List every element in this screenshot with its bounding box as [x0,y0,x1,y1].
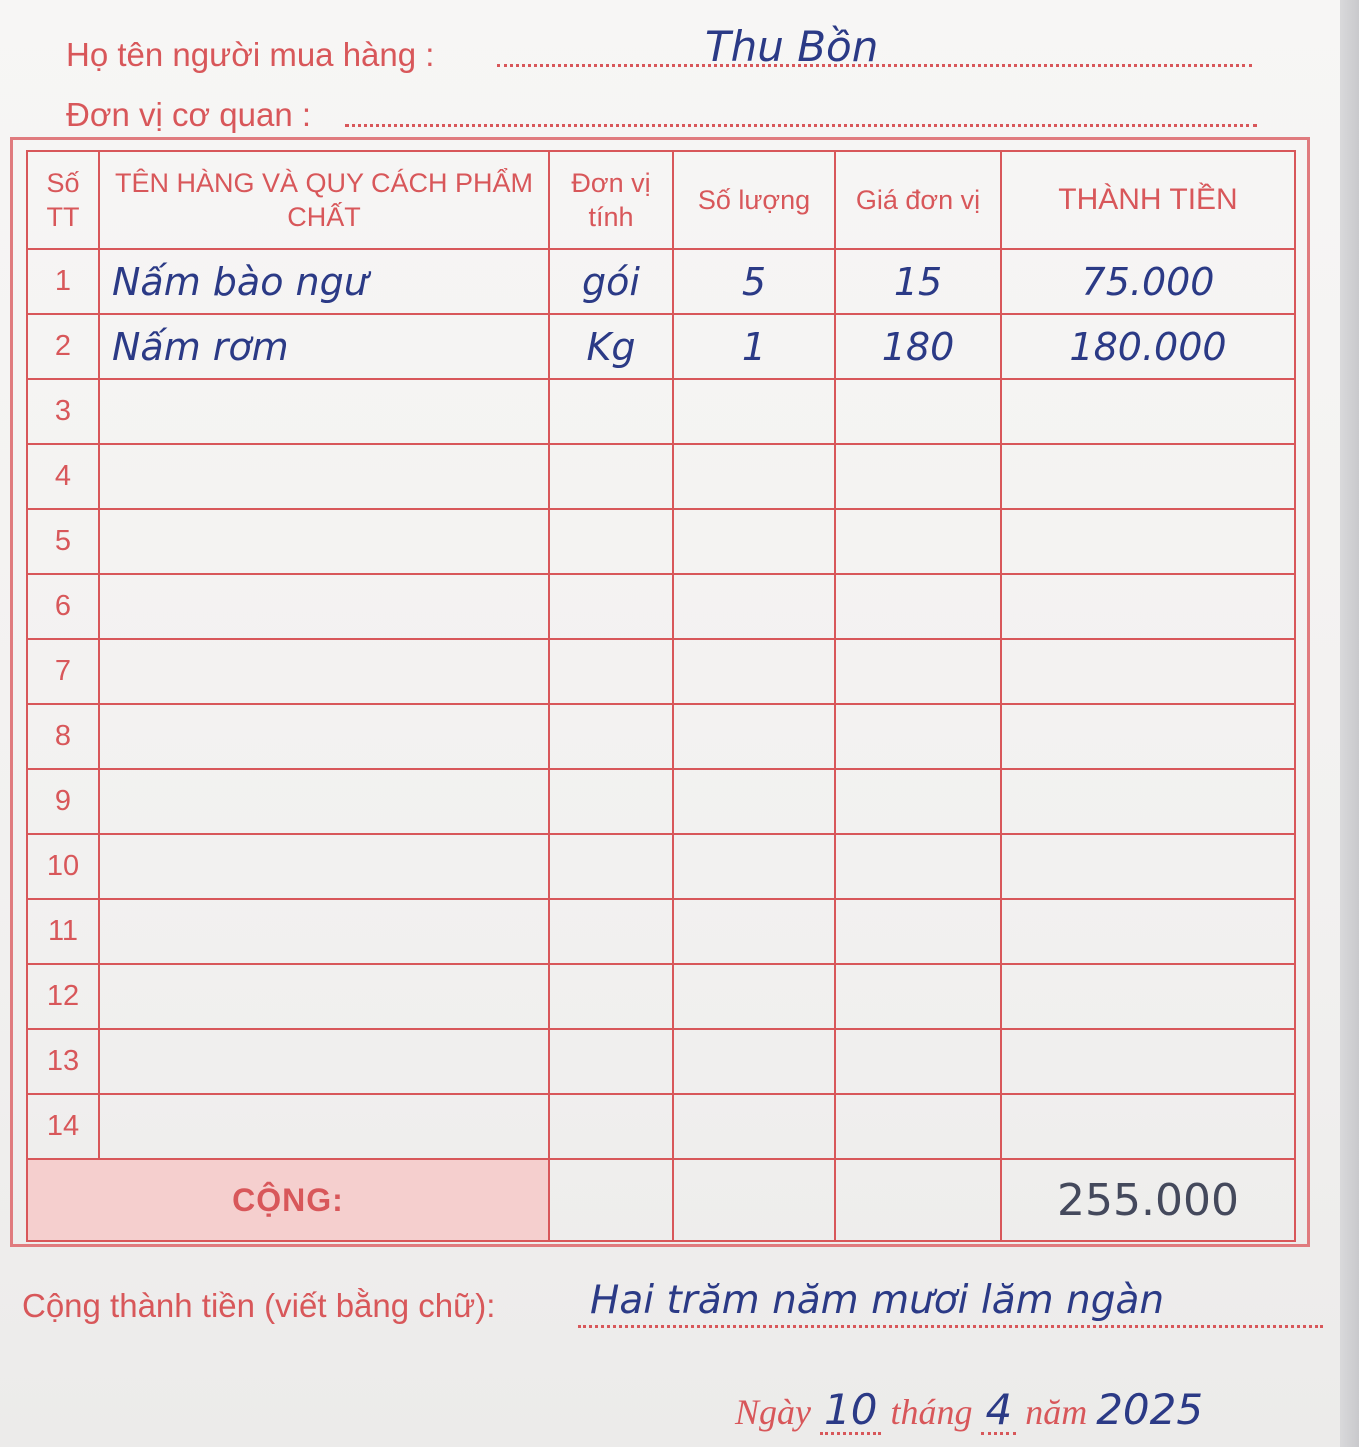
item-price [835,964,1001,1029]
item-qty [673,1029,835,1094]
item-amount [1001,899,1295,964]
paper-edge [1340,0,1359,1447]
item-unit: gói [549,249,673,314]
item-name [99,834,549,899]
item-price: 180 [835,314,1001,379]
words-dotted-line [578,1325,1323,1328]
goods-table [26,150,1296,1242]
month-value: 4 [985,1385,1013,1434]
row-number: 1 [27,249,99,314]
item-amount [1001,1094,1295,1159]
item-amount [1001,639,1295,704]
item-price [835,379,1001,444]
item-name [99,1029,549,1094]
item-price [835,1094,1001,1159]
item-name [99,1094,549,1159]
item-qty [673,639,835,704]
table-row [27,769,1295,834]
row-number: 7 [27,639,99,704]
table-row [27,249,1295,314]
item-name: Nấm bào ngư [99,249,549,314]
item-amount [1001,379,1295,444]
item-price [835,834,1001,899]
item-unit [549,639,673,704]
item-qty: 1 [673,314,835,379]
col-header-amount: THÀNH TIỀN [1001,151,1295,249]
row-number: 8 [27,704,99,769]
item-unit [549,509,673,574]
table-row [27,379,1295,444]
item-unit [549,769,673,834]
item-unit [549,834,673,899]
col-header-qty: Số lượng [673,151,835,249]
item-unit [549,379,673,444]
words-label: Cộng thành tiền (viết bằng chữ): [22,1287,496,1324]
item-price [835,1029,1001,1094]
item-unit [549,899,673,964]
item-price [835,639,1001,704]
row-number: 9 [27,769,99,834]
item-qty [673,509,835,574]
table-row [27,639,1295,704]
item-amount [1001,444,1295,509]
item-name [99,574,549,639]
item-amount [1001,769,1295,834]
item-qty [673,379,835,444]
col-header-unit: Đơn vị tính [549,151,673,249]
item-unit [549,574,673,639]
row-number: 10 [27,834,99,899]
unit-dotted-line [345,124,1257,127]
month-label: tháng [890,1392,973,1432]
item-qty [673,574,835,639]
item-qty: 5 [673,249,835,314]
table-row [27,964,1295,1029]
item-qty [673,769,835,834]
total-unit-cell [549,1159,673,1241]
item-price: 15 [835,249,1001,314]
item-qty [673,444,835,509]
item-qty [673,899,835,964]
item-price [835,574,1001,639]
total-label: CỘNG: [27,1159,549,1241]
item-amount [1001,834,1295,899]
date-line [735,1385,1203,1434]
item-name: Nấm rơm [99,314,549,379]
item-qty [673,964,835,1029]
row-number: 14 [27,1094,99,1159]
total-value: 255.000 [1001,1159,1295,1241]
total-price-cell [835,1159,1001,1241]
item-qty [673,1094,835,1159]
item-name [99,639,549,704]
item-amount [1001,964,1295,1029]
item-amount [1001,574,1295,639]
item-name [99,509,549,574]
item-amount: 75.000 [1001,249,1295,314]
item-unit [549,1094,673,1159]
row-number: 11 [27,899,99,964]
table-row [27,314,1295,379]
item-amount [1001,704,1295,769]
item-price [835,509,1001,574]
item-name [99,379,549,444]
row-number: 2 [27,314,99,379]
unit-label: Đơn vị cơ quan : [66,96,312,133]
item-name [99,899,549,964]
total-qty-cell [673,1159,835,1241]
item-price [835,769,1001,834]
table-row [27,899,1295,964]
item-name [99,964,549,1029]
item-unit: Kg [549,314,673,379]
item-name [99,444,549,509]
item-unit [549,704,673,769]
row-number: 13 [27,1029,99,1094]
buyer-name: Thu Bồn [705,22,879,71]
col-header-name: TÊN HÀNG VÀ QUY CÁCH PHẨM CHẤT [99,151,549,249]
item-price [835,899,1001,964]
row-number: 3 [27,379,99,444]
table-row [27,704,1295,769]
table-row [27,1094,1295,1159]
item-qty [673,834,835,899]
item-qty [673,704,835,769]
table-row [27,1029,1295,1094]
buyer-label: Họ tên người mua hàng : [66,36,435,73]
item-unit [549,964,673,1029]
table-row [27,509,1295,574]
day-label: Ngày [735,1392,811,1432]
year-label: năm [1025,1392,1088,1432]
item-amount [1001,1029,1295,1094]
item-name [99,704,549,769]
item-unit [549,444,673,509]
day-value: 10 [824,1385,878,1434]
row-number: 6 [27,574,99,639]
item-amount: 180.000 [1001,314,1295,379]
item-name [99,769,549,834]
row-number: 4 [27,444,99,509]
item-price [835,444,1001,509]
col-header-stt: Số TT [27,151,99,249]
item-price [835,704,1001,769]
item-amount [1001,509,1295,574]
table-row [27,444,1295,509]
item-unit [549,1029,673,1094]
table-row [27,834,1295,899]
col-header-price: Giá đơn vị [835,151,1001,249]
words-value: Hai trăm năm mươi lăm ngàn [590,1278,1165,1323]
row-number: 5 [27,509,99,574]
year-value: 2025 [1096,1385,1204,1434]
row-number: 12 [27,964,99,1029]
table-row [27,574,1295,639]
